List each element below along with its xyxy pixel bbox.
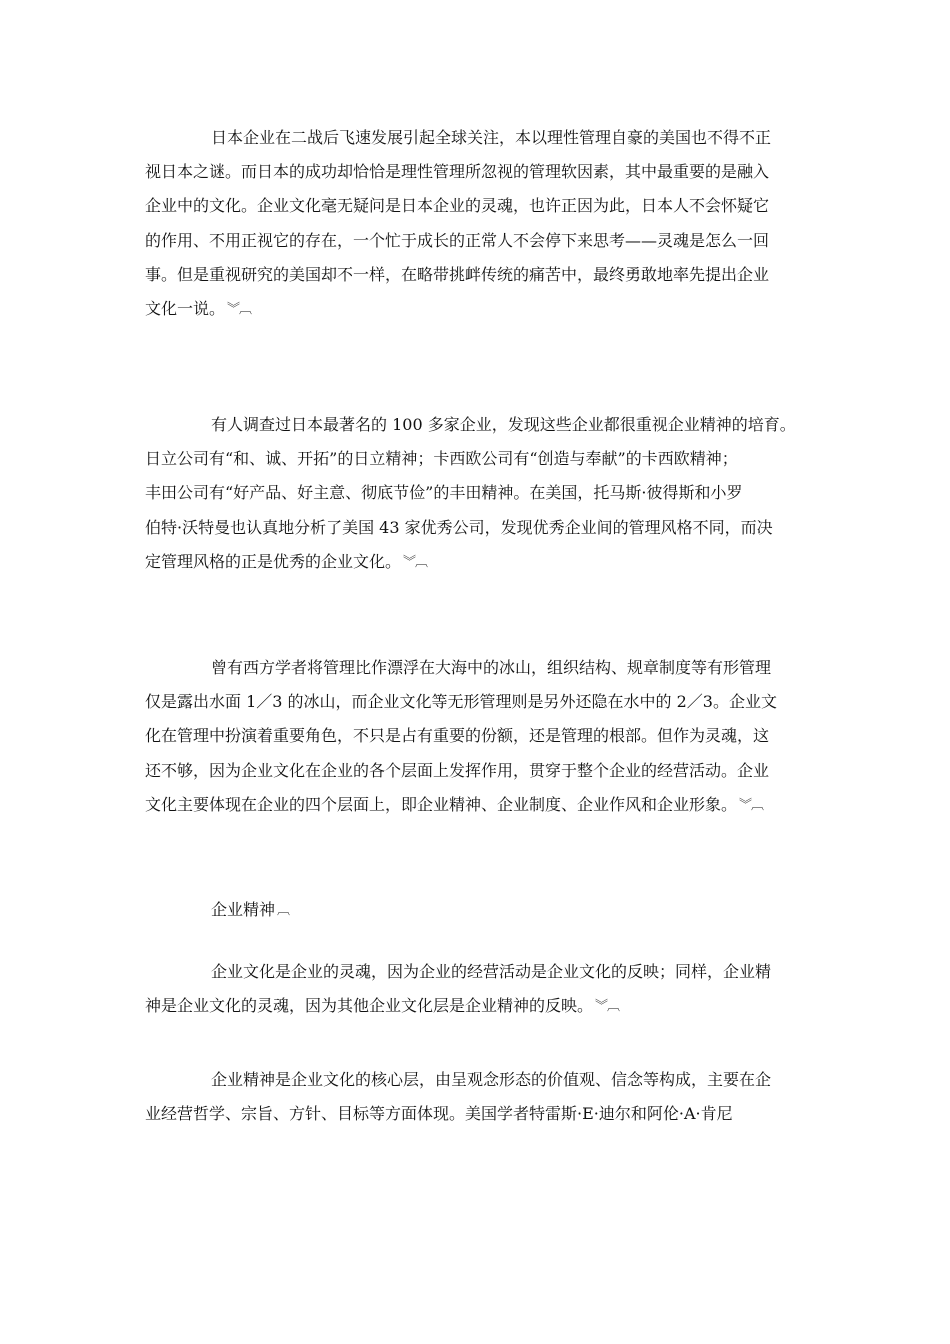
text-line: 企业中的文化。企业文化毫无疑问是日本企业的灵魂，也许正因为此，日本人不会怀疑它	[145, 196, 770, 216]
text-line	[145, 292, 805, 326]
paragraph-5	[145, 955, 805, 1023]
text-line: 日本企业在二战后飞速发展引起全球关注，本以理性管理自豪的美国也不得不正	[211, 128, 772, 147]
text-line-content: 神是企业文化的灵魂，因为其他企业文化层是企业精神的反映。	[145, 996, 594, 1016]
paragraph-end-mark: ︾︹	[227, 301, 252, 317]
heading-text: 企业精神	[211, 900, 276, 919]
paragraph-6	[145, 1063, 805, 1131]
text-line: 事。但是重视研究的美国却不一样，在略带挑衅传统的痛苦中，最终勇敢地率先提出企业	[145, 264, 770, 284]
paragraph-3	[145, 651, 805, 822]
text-line: 企业文化是企业的灵魂，因为企业的经营活动是企业文化的反映；同样，企业精	[211, 962, 772, 981]
text-line: 的作用、不用正视它的存在，一个忙于成长的正常人不会停下来思考——灵魂是怎么一回	[145, 230, 770, 250]
text-line: 日立公司有“和、诚、开拓”的日立精神；卡西欧公司有“创造与奉献”的卡西欧精神；	[145, 449, 738, 469]
text-line: 视日本之谜。而日本的成功却恰恰是理性管理所忽视的管理软因素，其中最重要的是融入	[145, 162, 770, 182]
text-line: 丰田公司有“好产品、好主意、彻底节俭”的丰田精神。在美国，托马斯·彼得斯和小罗	[145, 483, 743, 503]
text-line: 化在管理中扮演着重要角色，不只是占有重要的份额，还是管理的根部。但作为灵魂，这	[145, 726, 770, 746]
text-line	[145, 893, 805, 927]
text-line: 仅是露出水面 1／3 的冰山，而企业文化等无形管理则是另外还隐在水中的 2／3。企业文	[145, 692, 777, 712]
paragraph-1	[145, 121, 805, 326]
text-line	[145, 545, 805, 579]
text-line: 曾有西方学者将管理比作漂浮在大海中的冰山，组织结构、规章制度等有形管理	[211, 658, 772, 677]
text-line: 业经营哲学、宗旨、方针、目标等方面体现。美国学者特雷斯·E·迪尔和阿伦·A·肯尼	[145, 1104, 733, 1124]
paragraph-end-mark: ︹	[277, 903, 290, 918]
text-line-content: 文化主要体现在企业的四个层面上，即企业精神、企业制度、企业作风和企业形象。	[145, 794, 738, 814]
text-line-content: 文化一说。	[145, 298, 226, 318]
text-line: 伯特·沃特曼也认真地分析了美国 43 家优秀公司，发现优秀企业间的管理风格不同，而决	[145, 517, 773, 537]
text-line: 还不够，因为企业文化在企业的各个层面上发挥作用，贯穿于整个企业的经营活动。企业	[145, 760, 770, 780]
section-heading	[145, 893, 805, 927]
text-line	[145, 788, 805, 822]
text-line-content: 定管理风格的正是优秀的企业文化。	[145, 551, 402, 571]
text-line: 企业精神是企业文化的核心层，由呈观念形态的价值观、信念等构成，主要在企	[211, 1070, 772, 1089]
paragraph-end-mark: ︾︹	[595, 999, 620, 1015]
text-line: 有人调查过日本最著名的 100 多家企业，发现这些企业都很重视企业精神的培育。	[211, 415, 796, 434]
text-line	[145, 989, 805, 1023]
paragraph-2	[145, 408, 805, 579]
paragraph-end-mark: ︾︹	[403, 554, 428, 570]
paragraph-end-mark: ︾︹	[739, 797, 764, 813]
